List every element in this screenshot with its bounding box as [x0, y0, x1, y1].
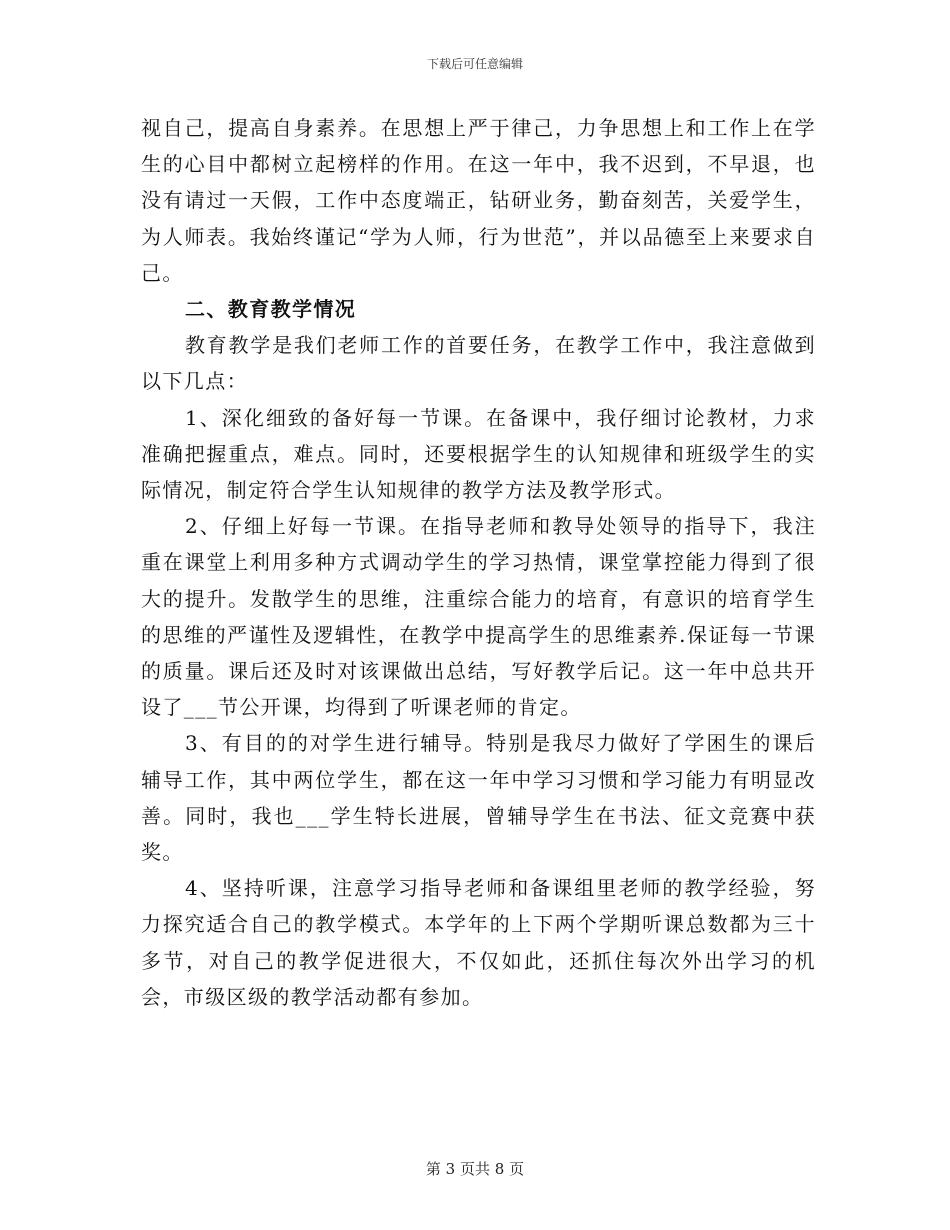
- list-item-1: 1、深化细致的备好每一节课。在备课中，我仔细讨论教材，力求准确把握重点，难点。同时，还要根据学生的认知规律和班级学生的实际情况，制定符合学生认知规律的教学方法及教学形式。: [141, 405, 816, 503]
- list-item-4: 4、坚持听课，注意学习指导老师和备课组里老师的教学经验，努力探究适合自己的教学模式。本学年的上下两个学期听课总数都为三十多节，对自己的教学促进很大，不仅如此，还抓住每次外出学习的机会，市级区级的教学活动都有参加。: [141, 876, 816, 1009]
- list-item-3: 3、有目的的对学生进行辅导。特别是我尽力做好了学困生的课后辅导工作，其中两位学生，都在这一年中学习习惯和学习能力有明显改善。同时，我也___学生特长进展，曾辅导学生在书法、征文竞赛中获奖。: [141, 731, 816, 865]
- paragraph-teaching-intro: 教育教学是我们老师工作的首要任务，在教学工作中，我注意做到以下几点：: [141, 333, 816, 394]
- section-heading-teaching: 二、教育教学情况: [185, 297, 357, 322]
- page-number-footer: 第 3 页共 8 页: [425, 1160, 525, 1178]
- header-note: 下载后可任意编辑: [426, 57, 523, 71]
- document-body: [141, 110, 816, 1015]
- list-item-2: 2、仔细上好每一节课。在指导老师和教导处领导的指导下，我注重在课堂上利用多种方式调动学生的学习热情，课堂掌控能力得到了很大的提升。发散学生的思维，注重综合能力的培育，有意识的培育学生的思维的严谨性及逻辑性，在教学中提高学生的思维素养.保证每一节课的质量。课后还及时对该课做出总结，写好教学后记。这一年中总共开设了___节公开课，均得到了听课老师的肯定。: [141, 514, 816, 720]
- paragraph-self-discipline: 视自己，提高自身素养。在思想上严于律己，力争思想上和工作上在学生的心目中都树立起榜样的作用。在这一年中，我不迟到，不早退，也没有请过一天假，工作中态度端正，钻研业务，勤奋刻苦，关爱学生，为人师表。我始终谨记“学为人师，行为世范”，并以品德至上来要求自己。: [141, 116, 816, 285]
